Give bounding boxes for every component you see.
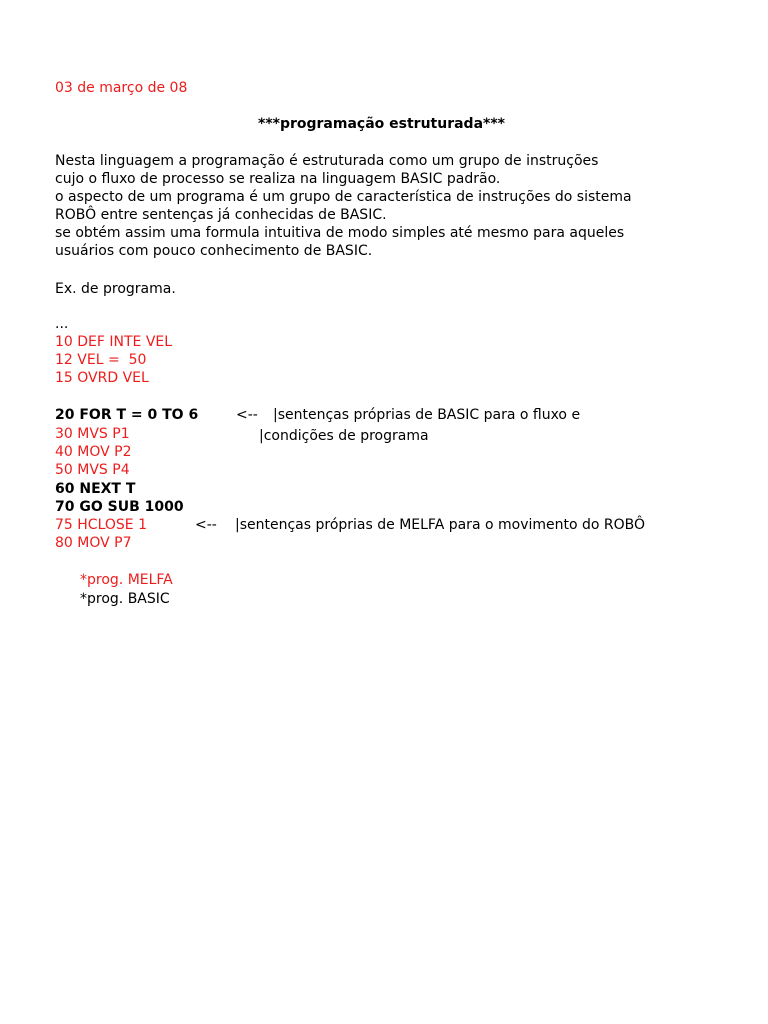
program-line-melfa: 15 OVRD VEL [55, 370, 149, 386]
intro-line: Nesta linguagem a programação é estruturada como um grupo de instruções [55, 153, 599, 169]
example-label: Ex. de programa. [55, 281, 176, 297]
annotation-arrow: <-- [195, 517, 217, 533]
program-line-melfa: 12 VEL = 50 [55, 352, 147, 368]
document-date: 03 de março de 08 [55, 80, 188, 96]
program-line-basic: 70 GO SUB 1000 [55, 499, 184, 515]
intro-line: se obtém assim uma formula intuitiva de modo simples até mesmo para aqueles [55, 225, 625, 241]
legend-basic: *prog. BASIC [80, 591, 170, 607]
program-line-basic: 20 FOR T = 0 TO 6 [55, 407, 199, 423]
intro-line: o aspecto de um programa é um grupo de característica de instruções do sistema [55, 189, 632, 205]
annotation-text: |sentenças próprias de BASIC para o fluxo e [273, 407, 581, 423]
program-ellipsis: ... [55, 316, 69, 332]
program-line-melfa: 30 MVS P1 [55, 426, 130, 442]
program-line-melfa: 40 MOV P2 [55, 444, 132, 460]
program-line-melfa: 80 MOV P7 [55, 535, 132, 551]
annotation-arrow: <-- [236, 407, 258, 423]
program-line-melfa: 75 HCLOSE 1 [55, 517, 147, 533]
annotation-text: |sentenças próprias de MELFA para o movimento do ROBÔ [235, 517, 646, 533]
legend-melfa: *prog. MELFA [80, 572, 173, 588]
intro-line: cujo o fluxo de processo se realiza na linguagem BASIC padrão. [55, 171, 501, 187]
annotation-text: |condições de programa [259, 428, 429, 444]
program-line-melfa: 50 MVS P4 [55, 462, 130, 478]
intro-line: usuários com pouco conhecimento de BASIC. [55, 243, 373, 259]
intro-line: ROBÔ entre sentenças já conhecidas de BASIC. [55, 207, 387, 223]
program-line-basic: 60 NEXT T [55, 481, 136, 497]
document-title: ***programação estruturada*** [258, 116, 505, 132]
program-line-melfa: 10 DEF INTE VEL [55, 334, 173, 350]
